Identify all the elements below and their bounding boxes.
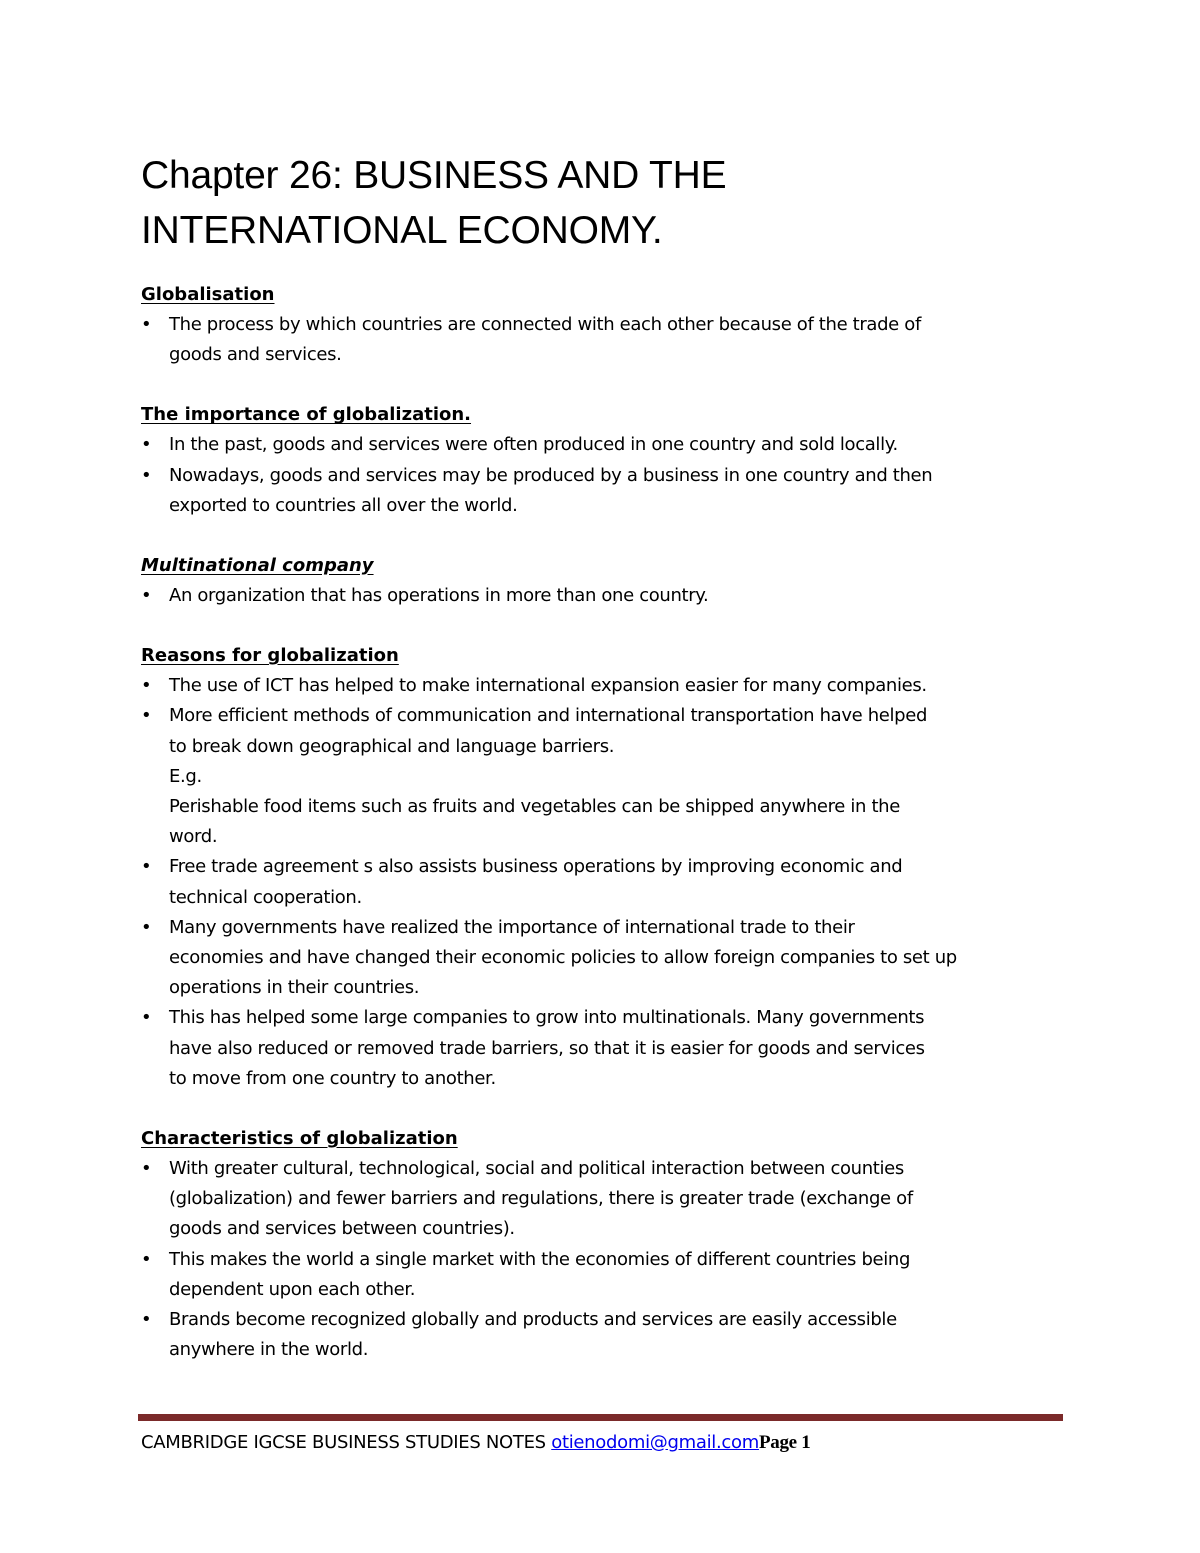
page-number: Page 1 [758,1432,811,1453]
list-item [141,581,1061,611]
list-item-text: Free trade agreement s also assists business operations by improving economic and [169,856,903,878]
page-footer [141,1428,1061,1458]
page-title [141,148,1061,258]
bullet-icon: • [141,705,152,727]
bullet-icon: • [141,916,152,938]
section-heading: Multinational company [141,555,374,577]
list-item [141,1154,1061,1245]
list-item-text: exported to countries all over the world. [169,494,518,516]
list-item-text: In the past, goods and services were often produced in one country and sold locally. [169,434,898,456]
bullet-list [141,430,1061,521]
list-item-text: The process by which countries are connected with each other because of the trade of [169,314,921,335]
list-item [141,671,1061,701]
list-item-text: have also reduced or removed trade barriers, so that it is easier for goods and services [169,1037,925,1059]
title-line-2: INTERNATIONAL ECONOMY. [141,209,663,252]
list-item [141,310,1061,370]
list-item-text: The use of ICT has helped to make international expansion easier for many companies. [169,675,927,697]
bullet-icon: • [141,314,152,335]
footer-divider [138,1414,1063,1421]
section-heading: Reasons for globalization [141,645,399,667]
section-heading: Globalisation [141,284,275,305]
list-item-text: With greater cultural, technological, social and political interaction between counties [169,1158,904,1180]
list-item-text: dependent upon each other. [169,1278,416,1300]
list-item [141,1305,1061,1365]
list-item [141,461,1061,521]
list-item-text: More efficient methods of communication and international transportation have helped [169,705,928,727]
list-item-text: Nowadays, goods and services may be produced by a business in one country and then [169,464,933,486]
bullet-icon: • [141,675,152,697]
title-line-1: Chapter 26: BUSINESS AND THE [141,154,727,197]
list-item [141,701,1061,852]
list-item-text: anywhere in the world. [169,1339,369,1361]
list-item-text: Perishable food items such as fruits and vegetables can be shipped anywhere in the [169,796,900,818]
list-item-text: economies and have changed their economic policies to allow foreign companies to set up [169,947,957,969]
section-importance [141,400,1061,521]
list-item-text: Many governments have realized the importance of international trade to their [169,916,855,938]
list-item-text: (globalization) and fewer barriers and regulations, there is greater trade (exchange of [169,1188,913,1210]
list-item-text: An organization that has operations in more than one country. [169,585,709,607]
bullet-list [141,671,1061,1094]
section-globalisation [141,280,1061,370]
list-item [141,852,1061,912]
section-characteristics [141,1124,1061,1365]
bullet-icon: • [141,585,152,607]
list-item-text: E.g. [169,765,202,787]
list-item-text: operations in their countries. [169,977,420,999]
bullet-list [141,310,1061,370]
footer-email-link[interactable]: otienodomi@gmail.com [551,1432,759,1453]
list-item-text: goods and services between countries). [169,1218,515,1240]
bullet-icon: • [141,1309,152,1331]
bullet-icon: • [141,434,152,456]
bullet-icon: • [141,1248,152,1270]
list-item-text: This makes the world a single market with the economies of different countries being [169,1248,911,1270]
list-item-text: goods and services. [169,344,342,366]
list-item [141,1245,1061,1305]
footer-text: CAMBRIDGE IGCSE BUSINESS STUDIES NOTES [141,1432,552,1453]
list-item-text: word. [169,826,218,848]
list-item-text: Brands become recognized globally and products and services are easily accessible [169,1309,897,1331]
list-item-text: This has helped some large companies to grow into multinationals. Many governments [169,1007,925,1029]
bullet-icon: • [141,464,152,486]
page-content [141,148,1061,1395]
section-heading: The importance of globalization. [141,404,472,426]
bullet-icon: • [141,1158,152,1180]
list-item-text: to break down geographical and language barriers. [169,735,615,757]
list-item-text: to move from one country to another. [169,1067,496,1089]
list-item [141,913,1061,1004]
bullet-icon: • [141,856,152,878]
bullet-list [141,1154,1061,1365]
section-multinational [141,551,1061,611]
bullet-icon: • [141,1007,152,1029]
list-item [141,430,1061,460]
bullet-list [141,581,1061,611]
list-item [141,1003,1061,1094]
section-reasons [141,641,1061,1094]
section-heading: Characteristics of globalization [141,1128,458,1150]
list-item-text: technical cooperation. [169,886,362,908]
